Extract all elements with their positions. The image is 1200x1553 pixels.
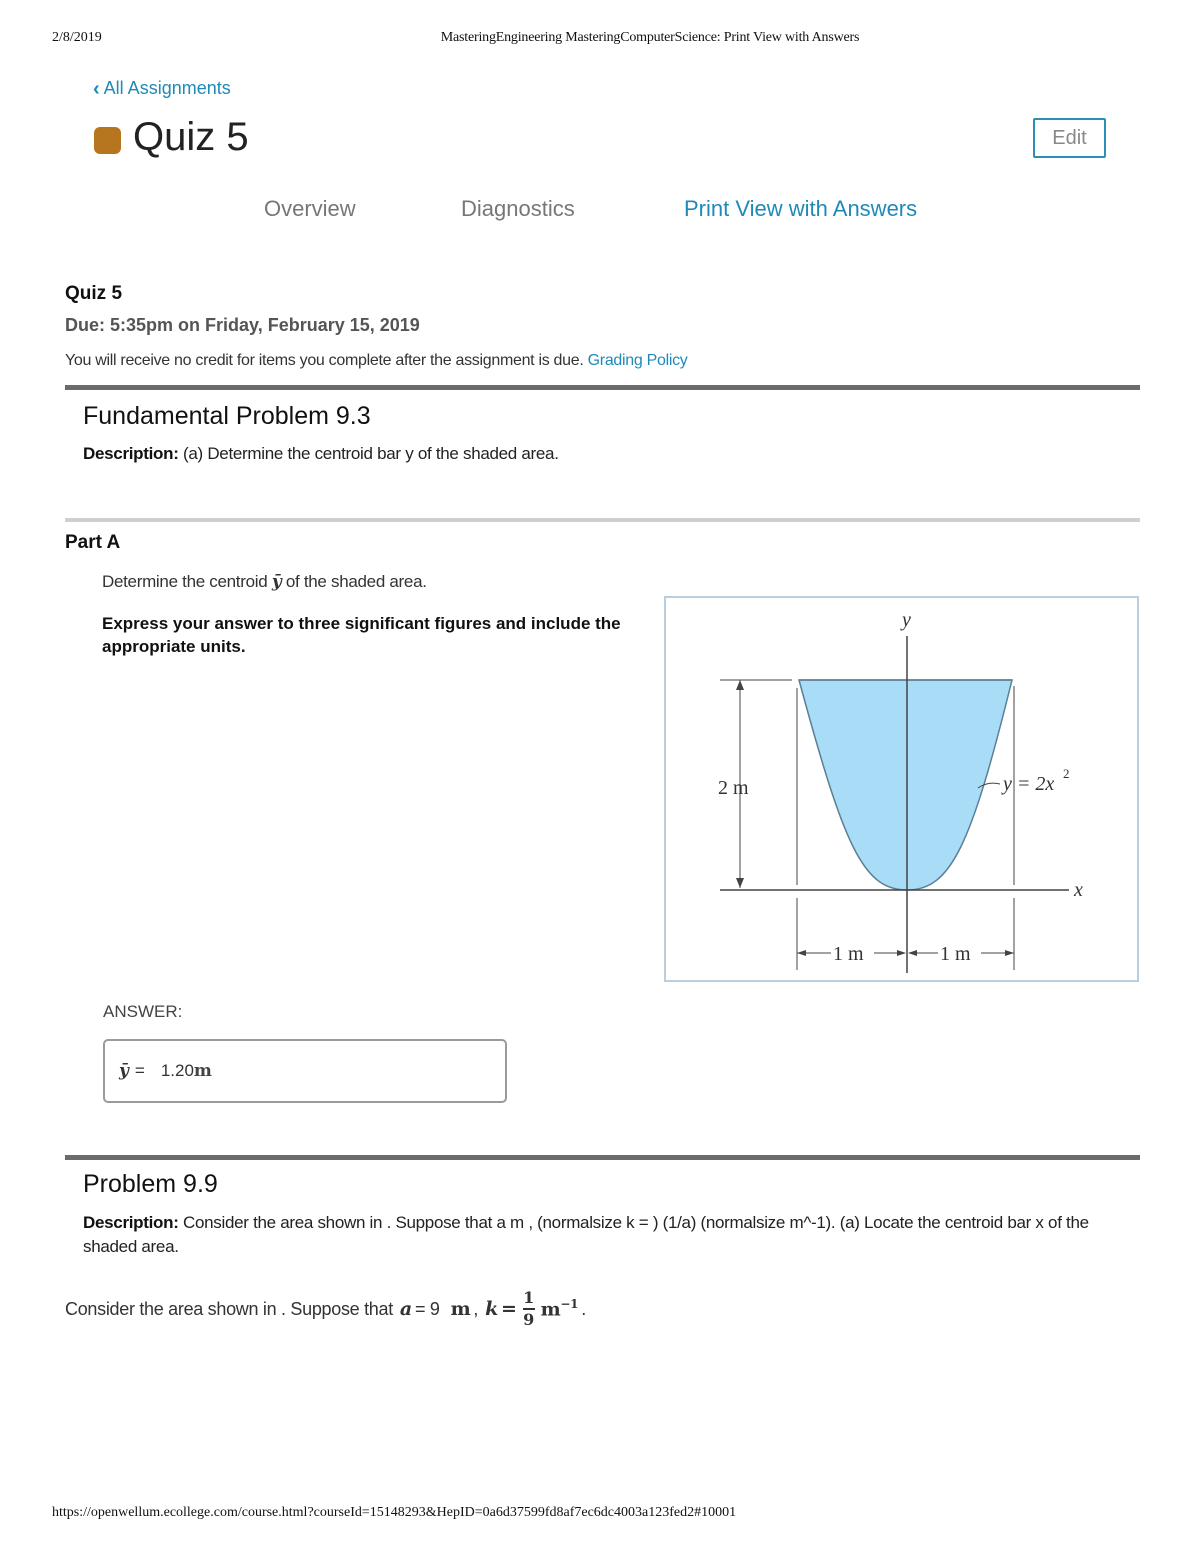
centroid-symbol: ȳ <box>271 572 282 592</box>
k-fraction <box>523 1290 535 1328</box>
part-divider <box>65 518 1140 522</box>
description-label: Description: <box>83 444 179 463</box>
problem-title: Fundamental Problem 9.3 <box>83 402 371 430</box>
late-notice-text: You will receive no credit for items you complete after the assignment is due. <box>65 352 584 369</box>
answer-value: 1.20 <box>160 1061 194 1080</box>
print-url: https://openwellum.ecollege.com/course.html?courseId=15148293&HepID=0a6d37599fd8af7ec6dc4003a123fed2#10001 <box>52 1505 737 1520</box>
k-unit-exponent: −1 <box>560 1297 579 1312</box>
answer-field[interactable] <box>103 1039 507 1103</box>
a-symbol: a <box>399 1298 412 1320</box>
given-text: Consider the area shown in . Suppose that <box>65 1298 393 1319</box>
tab-print-view-with-answers[interactable]: Print View with Answers <box>684 196 918 221</box>
description-label-2: Description: <box>83 1213 179 1232</box>
edit-button[interactable]: Edit <box>1033 118 1106 158</box>
a-value: = 9 <box>414 1298 440 1319</box>
tab-overview[interactable]: Overview <box>264 196 356 221</box>
part-label: Part A <box>65 532 121 553</box>
part-question <box>102 572 427 592</box>
problem-description-2 <box>83 1211 1123 1259</box>
question-text-pre: Determine the centroid <box>102 572 268 591</box>
curve-exponent-label: 2 <box>1063 766 1070 781</box>
answer-equals: = <box>134 1061 145 1080</box>
chevron-left-icon: ‹ <box>93 77 100 100</box>
late-notice <box>65 352 688 370</box>
k-numerator: 1 <box>523 1288 534 1307</box>
arrow-down <box>736 878 744 888</box>
y-axis-label: y <box>902 609 911 631</box>
print-page-title: MasteringEngineering MasteringComputerScience: Print View with Answers <box>440 30 860 45</box>
due-date: Due: 5:35pm on Friday, February 15, 2019 <box>65 315 420 335</box>
arrow-up <box>736 680 744 690</box>
question-text-post: of the shaded area. <box>285 572 427 591</box>
quiz-heading: Quiz 5 <box>65 283 123 304</box>
problem-description <box>83 442 559 466</box>
left-width-label: 1 m <box>833 943 864 965</box>
curve-equation-label: y = 2x <box>1003 773 1055 795</box>
problem-given: Consider the area shown in . Suppose that a = 9 m , k = $\frac{1}{9}$ $m^{-1}$ . <box>65 1288 586 1329</box>
k-unit: $m^{-1}$ <box>540 1297 579 1321</box>
description-text-2: Consider the area shown in . Suppose that a m , (normalsize k = ) (1/a) (normalsize m^-1). (a) Locate the centroid bar x of the shaded area. <box>83 1213 1089 1256</box>
arrow-right-2 <box>1005 950 1014 956</box>
k-denominator: 9 <box>523 1310 534 1329</box>
answer-unit: m <box>193 1061 212 1081</box>
arrow-left-2 <box>908 950 917 956</box>
answer-symbol: ȳ <box>119 1061 129 1081</box>
height-label: 2 m <box>718 777 749 799</box>
tab-diagnostics[interactable]: Diagnostics <box>461 196 575 221</box>
k-symbol: k <box>485 1298 498 1320</box>
description-text: (a) Determine the centroid bar y of the shaded area. <box>183 444 559 463</box>
all-assignments-label: All Assignments <box>103 78 231 98</box>
section-divider-2 <box>65 1155 1140 1160</box>
x-axis-label: x <box>1074 879 1083 901</box>
right-width-label: 1 m <box>940 943 971 965</box>
assignment-title: Quiz 5 <box>133 115 249 159</box>
assignment-status-icon <box>94 127 121 154</box>
k-equals: = <box>500 1298 517 1320</box>
given-period: . <box>581 1298 586 1319</box>
shaded-area <box>799 680 1012 890</box>
grading-policy-link[interactable]: Grading Policy <box>587 352 688 369</box>
problem-title-2: Problem 9.9 <box>83 1170 218 1198</box>
problem-figure <box>664 596 1139 982</box>
arrow-left-1 <box>797 950 806 956</box>
all-assignments-link[interactable] <box>93 78 231 99</box>
arrow-right-1 <box>897 950 906 956</box>
print-date: 2/8/2019 <box>52 30 102 45</box>
answer-label: ANSWER: <box>103 1002 183 1021</box>
parabola-diagram <box>666 598 1137 980</box>
section-divider <box>65 385 1140 390</box>
a-unit: m <box>450 1298 471 1320</box>
answer-instructions: Express your answer to three significant figures and include the appropriate units. <box>102 614 621 656</box>
